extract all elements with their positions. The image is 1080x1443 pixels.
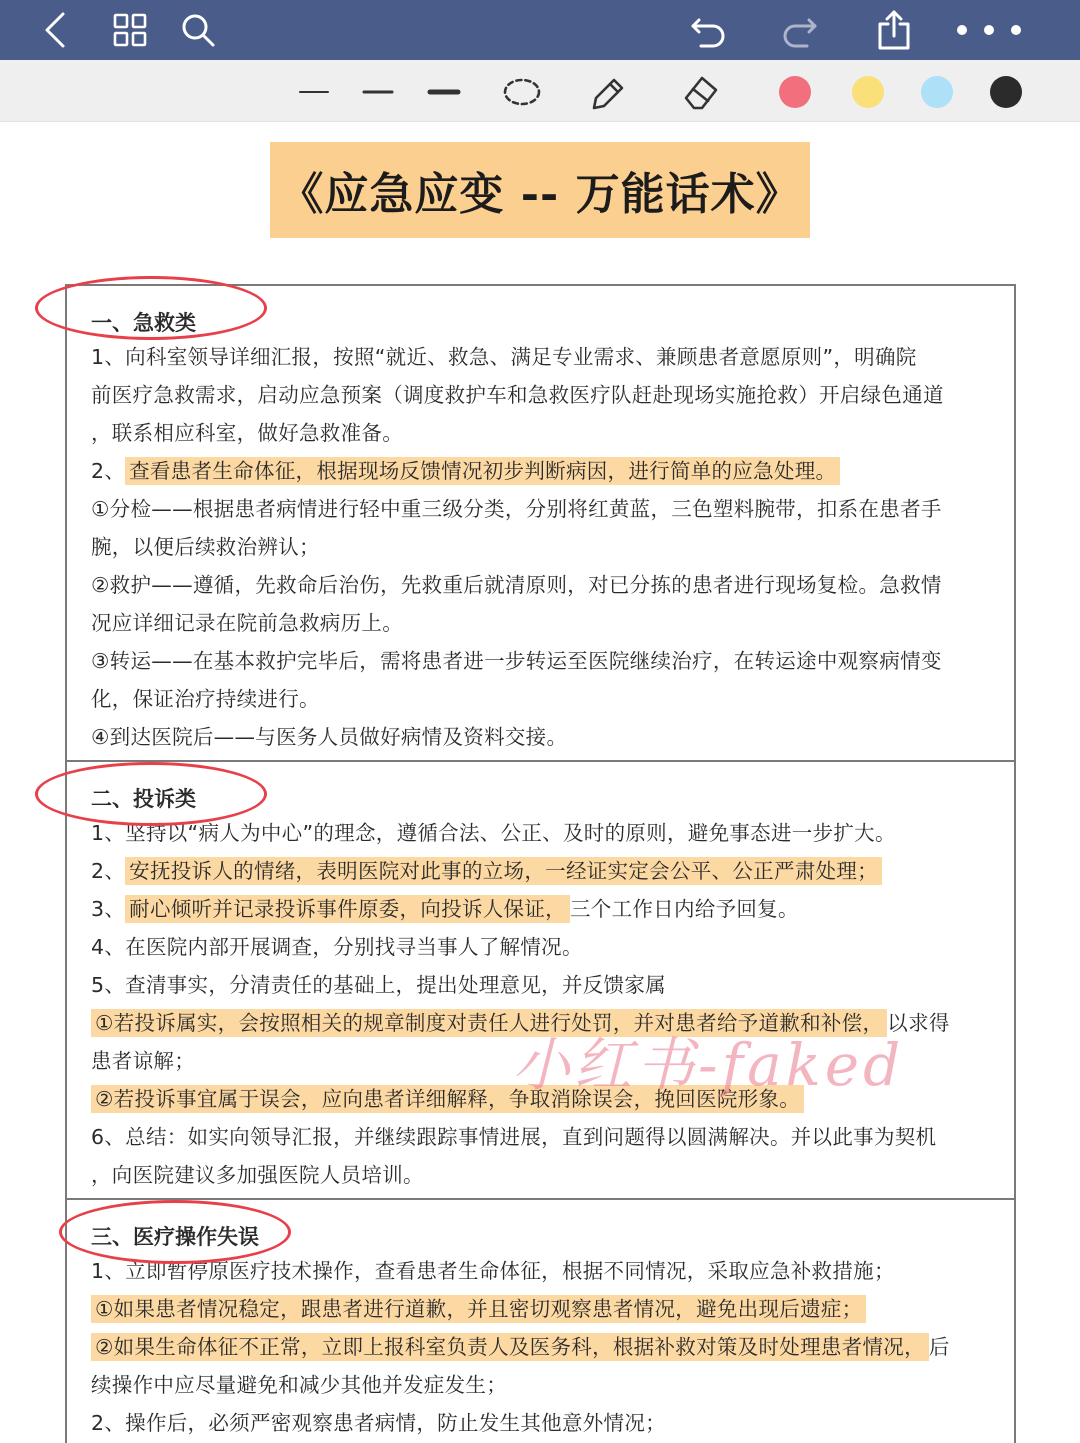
line-text: ，联系相应科室，做好急救准备。 — [91, 421, 403, 445]
line-text: 1、立即暂停原医疗技术操作，查看患者生命体征，根据不同情况，采取应急补救措施； — [91, 1259, 895, 1283]
line-text: 化，保证治疗持续进行。 — [91, 687, 320, 711]
line-text: ，向医院建议多加强医院人员培训。 — [91, 1163, 424, 1187]
line-text: 续操作中应尽量避免和减少其他并发症发生； — [91, 1373, 507, 1397]
text-line — [91, 680, 1004, 718]
search-icon[interactable] — [176, 8, 220, 52]
line-text: 5、查清事实，分清责任的基础上，提出处理意见，并反馈家属 — [91, 973, 666, 997]
section-heading: 一、急救类 — [91, 311, 196, 335]
highlighted-text: ②如果生命体征不正常，立即上报科室负责人及医务科，根据补救对策及时处理患者情况， — [91, 1333, 929, 1361]
text-line — [91, 1366, 1004, 1404]
pen-medium-icon[interactable] — [354, 70, 402, 114]
watermark-text: 小红书-faked — [512, 1031, 905, 1099]
line-text: 腕，以便后续救治辨认； — [91, 535, 320, 559]
section-medical-errors — [67, 1200, 1014, 1443]
color-black-swatch[interactable] — [982, 70, 1030, 114]
pink-swatch-dot — [779, 76, 811, 108]
line-text: 1、坚持以“病人为中心”的理念，遵循合法、公正、及时的原则，避免事态进一步扩大。 — [91, 821, 896, 845]
redo-icon[interactable] — [778, 8, 822, 52]
lasso-icon[interactable] — [498, 70, 546, 114]
share-icon[interactable] — [872, 8, 916, 52]
line-text: 2、操作后，必须严密观察患者病情，防止发生其他意外情况； — [91, 1411, 666, 1435]
pen-thin-icon[interactable] — [290, 70, 338, 114]
line-text: 6、总结：如实向领导汇报，并继续跟踪事情进展，直到问题得以圆满解决。并以此事为契机 — [91, 1125, 937, 1149]
drawing-toolbar — [0, 60, 1080, 122]
text-line — [91, 1118, 1004, 1156]
more-icon[interactable] — [950, 8, 1026, 52]
highlighted-text: 耐心倾听并记录投诉事件原委，向投诉人保证， — [125, 895, 570, 923]
line-text: 3、 — [91, 897, 126, 921]
line-text: 后 — [928, 1335, 950, 1359]
section-heading: 三、医疗操作失误 — [91, 1225, 259, 1249]
pencil-icon[interactable] — [582, 70, 630, 114]
section-lines — [91, 814, 1004, 1194]
top-nav-bar — [0, 0, 1080, 60]
undo-icon[interactable] — [686, 8, 730, 52]
color-yellow-swatch[interactable] — [844, 70, 892, 114]
highlighted-text: ①若投诉属实，会按照相关的规章制度对责任人进行处罚，并对患者给予道歉和补偿， — [91, 1009, 887, 1037]
text-line — [91, 852, 1004, 890]
line-text: 患者谅解； — [91, 1049, 195, 1073]
blue-swatch-dot — [921, 76, 953, 108]
text-line — [91, 1404, 1004, 1442]
text-line — [91, 414, 1004, 452]
line-text: 三个工作日内给予回复。 — [569, 897, 799, 921]
text-line — [91, 604, 1004, 642]
line-text: 1、向科室领导详细汇报，按照“就近、救急、满足专业需求、兼顾患者意愿原则”，明确院 — [91, 345, 917, 369]
line-text: 以求得 — [887, 1011, 950, 1035]
line-text: ①分检——根据患者病情进行轻中重三级分类，分别将红黄蓝，三色塑料腕带，扣系在患者手 — [91, 497, 942, 521]
highlighted-text: 查看患者生命体征，根据现场反馈情况初步判断病因，进行简单的应急处理。 — [125, 457, 840, 485]
text-line — [91, 452, 1004, 490]
text-line — [91, 928, 1004, 966]
text-line — [91, 966, 1004, 1004]
text-line — [91, 1004, 1004, 1042]
line-text: ③转运——在基本救护完毕后，需将患者进一步转运至医院继续治疗，在转运途中观察病情变 — [91, 649, 942, 673]
text-line — [91, 642, 1004, 680]
line-text: 况应详细记录在院前急救病历上。 — [91, 611, 403, 635]
text-line — [91, 890, 1004, 928]
color-pink-swatch[interactable] — [771, 70, 819, 114]
text-line — [91, 1328, 1004, 1366]
black-swatch-dot — [990, 76, 1022, 108]
line-text: 2、 — [91, 459, 126, 483]
section-lines — [91, 1252, 1004, 1442]
text-line — [91, 338, 1004, 376]
section-complaints — [67, 762, 1014, 1200]
pen-thick-icon[interactable] — [420, 70, 468, 114]
line-text: ②救护——遵循，先救命后治伤，先救重后就清原则，对已分拣的患者进行现场复检。急救情 — [91, 573, 942, 597]
back-icon[interactable] — [34, 8, 78, 52]
text-line — [91, 814, 1004, 852]
text-line — [91, 376, 1004, 414]
text-line — [91, 1080, 1004, 1118]
highlighted-text: 安抚投诉人的情绪，表明医院对此事的立场，一经证实定会公平、公正严肃处理； — [125, 857, 882, 885]
highlighted-text: ①如果患者情况稳定，跟患者进行道歉，并且密切观察患者情况，避免出现后遗症； — [91, 1295, 866, 1323]
line-text: 前医疗急救需求，启动应急预案（调度救护车和急救医疗队赶赴现场实施抢救）开启绿色通道 — [91, 383, 944, 407]
section-heading: 二、投诉类 — [91, 787, 196, 811]
yellow-swatch-dot — [852, 76, 884, 108]
line-text: 4、在医院内部开展调查，分别找寻当事人了解情况。 — [91, 935, 583, 959]
text-line — [91, 490, 1004, 528]
text-line — [91, 566, 1004, 604]
line-text: 2、 — [91, 859, 126, 883]
text-line — [91, 1042, 1004, 1080]
text-line — [91, 1252, 1004, 1290]
document-title-box — [270, 142, 810, 238]
text-line — [91, 1156, 1004, 1194]
section-first-aid — [67, 286, 1014, 762]
section-lines — [91, 338, 1004, 756]
text-line — [91, 528, 1004, 566]
text-line — [91, 1290, 1004, 1328]
highlighted-text: ②若投诉事宜属于误会，应向患者详细解释，争取消除误会，挽回医院形象。 — [91, 1085, 804, 1113]
eraser-icon[interactable] — [676, 70, 724, 114]
color-blue-swatch[interactable] — [913, 70, 961, 114]
document-body — [65, 284, 1016, 1443]
text-line — [91, 718, 1004, 756]
document-title: 《应急应变 -- 万能话术》 — [279, 169, 801, 220]
line-text: ④到达医院后——与医务人员做好病情及资料交接。 — [91, 725, 568, 749]
grid-icon[interactable] — [108, 8, 152, 52]
